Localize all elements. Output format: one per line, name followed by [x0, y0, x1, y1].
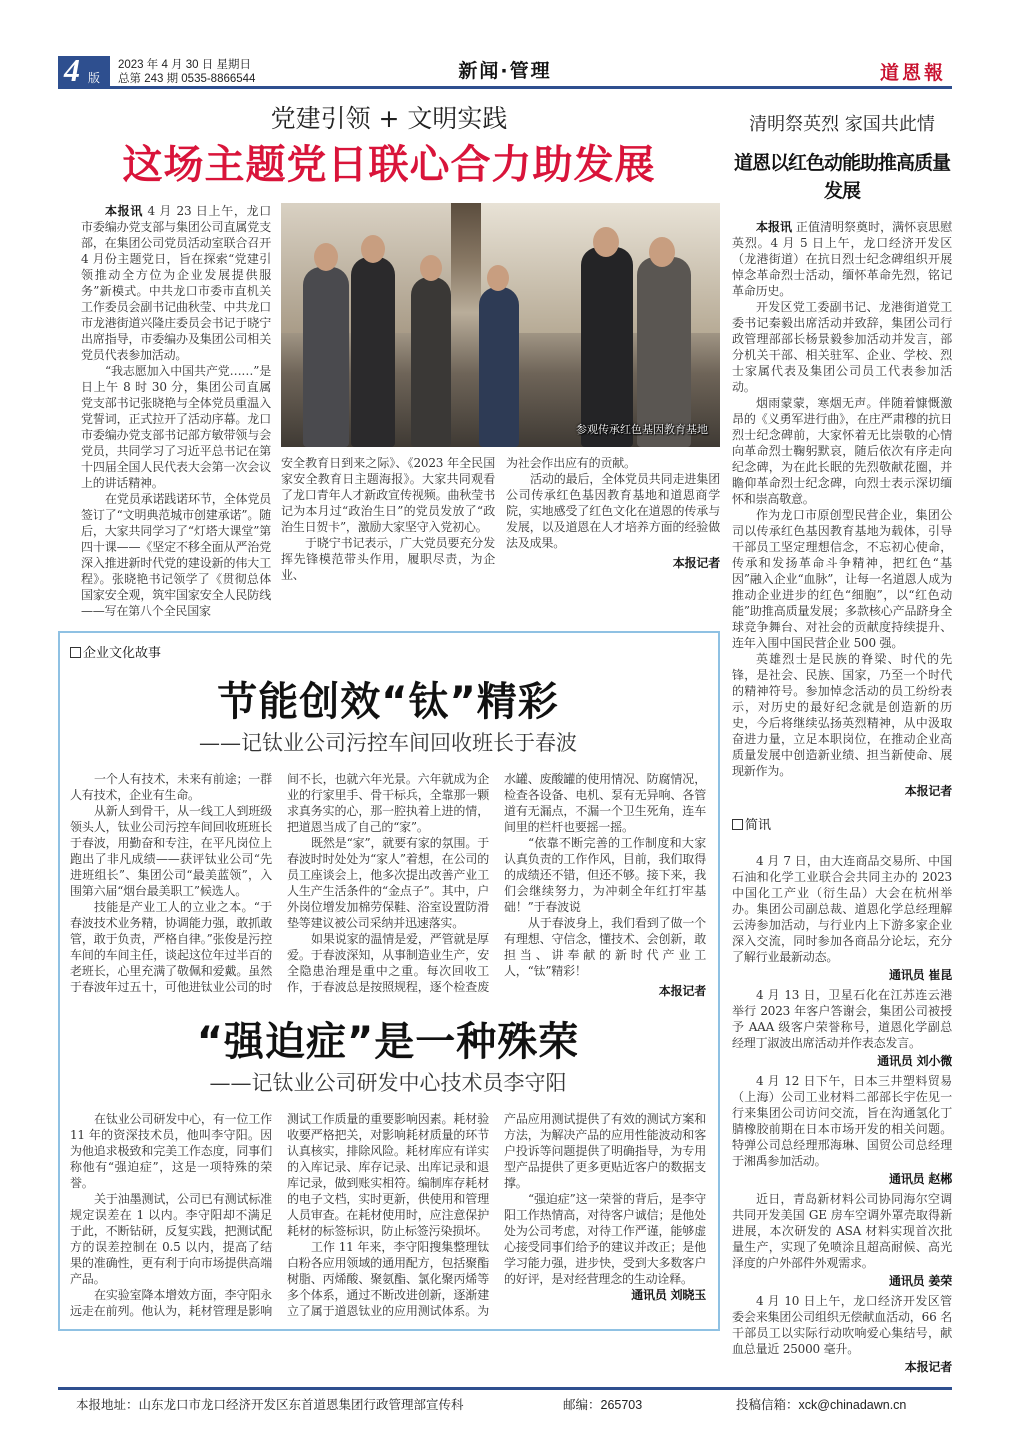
right-column — [732, 103, 952, 1375]
masthead-logo: 道恩報 — [879, 62, 946, 84]
lead-article-body — [58, 203, 720, 619]
paragraph: 英雄烈士是民族的脊梁、时代的先锋，是社会、民族、国家，乃至一个时代的精神符号。参加悼念活动的员工纷纷表示，对历史的最好纪念就是创造新的历史，今后将继续弘扬英烈精神，从中汲取奋进力量，立足本职岗位，在推动企业高质量发展中创造新业绩、担当新使命、展现新作为。 — [732, 652, 952, 778]
dateline: 本报讯 — [756, 220, 793, 234]
byline: 本报记者 — [904, 1360, 952, 1374]
right-article-text — [732, 219, 952, 779]
right-article-body — [732, 219, 952, 799]
section-title: 新闻·管理 — [458, 60, 552, 82]
paragraph: “依靠不断完善的工作制度和大家认真负责的工作作风，目前，我们取得的成绩还不错，但还不够。接下来，我们会继续努力，为冲刺全年红打牢基础！”于春波说 — [504, 836, 706, 914]
paragraph: 在钛业公司研发中心，有一位工作 11 年的资深技术员，他叫李守阳。因为他追求极致和完美工作态度，同事们称他有“强迫症”，这是一项特殊的荣誉。 — [70, 1112, 272, 1190]
main-content — [58, 103, 952, 1375]
byline: 通讯员 刘晓玉 — [631, 1288, 706, 1302]
issue-info — [118, 58, 255, 86]
briefs-tag-label: 简讯 — [745, 818, 772, 833]
story1-subtitle: ——记钛业公司污控车间回收班长于春波 — [199, 731, 577, 755]
lead-headline: 这场主题党日联心合力助发展 — [122, 142, 656, 188]
paragraph: 为社会作出应有的贡献。 — [506, 456, 636, 470]
lead-right-block — [281, 203, 720, 619]
footer-email: 投稿信箱：xck@chinadawn.cn — [736, 1398, 907, 1412]
paragraph: 4 月 7 日，由大连商品交易所、中国石油和化学工业联合会共同主办的 2023 中国化工产业（衍生品）大会在杭州举办。集团公司副总裁、道恩化学总经理解云涛参加活动，与行业内上下游多家企业深入交流，同时参加各商品分论坛，充分了解行业最新动态。 — [732, 854, 952, 964]
footer-postcode: 邮编：265703 — [563, 1398, 643, 1412]
story2-subtitle: ——记钛业公司研发中心技术员李守阳 — [209, 1071, 567, 1095]
brief-item — [732, 1293, 952, 1375]
page-footer — [58, 1387, 952, 1413]
paragraph: 近日，青岛新材料公司协同海尔空调共同开发美国 GE 房车空调外罩壳取得新进展，本次研发的 ASA 材料实现首次批量生产，实现了免喷涂且超高耐候、高光泽度的户外部件外观需求。 — [732, 1192, 952, 1270]
paragraph: 一个人有技术，未来有前途；一群人有技术，企业有生命。 — [70, 772, 272, 802]
edition-number: 4 — [64, 52, 80, 88]
byline: 本报记者 — [658, 984, 706, 998]
paragraph: 4 月 13 日，卫星石化在江苏连云港举行 2023 年客户答谢会，集团公司被授予 AAA 级客户荣誉称号，道恩化学副总经理丁淑波出席活动并作表态发言。 — [732, 988, 952, 1050]
lead-sub-columns — [281, 455, 720, 583]
square-bullet-icon — [732, 819, 743, 830]
brief-item — [732, 987, 952, 1069]
story2-columns — [70, 1111, 706, 1319]
byline: 通讯员 姜荣 — [889, 1274, 952, 1288]
section-tag — [70, 645, 706, 663]
photo-caption: 参观传承红色基因教育基地 — [576, 423, 708, 436]
briefs-tag — [732, 817, 952, 835]
byline: 通讯员 赵郴 — [889, 1172, 952, 1186]
paragraph: 作为龙口市原创型民营企业，集团公司以传承红色基因教育基地为载体，引导干部员工坚定理想信念，不忘初心使命，传承和发扬革命斗争精神，把红色“基因”融入企业“血脉”，让每一名道恩人成为推动企业进步的红色“细胞”，以“红色动能”助推高质量发展；多款核心产品跻身全球竞争舞台、对社会的贡献度持续提升、连年入围中国民营企业 500 强。 — [732, 508, 952, 650]
brief-item — [732, 1191, 952, 1289]
edition-label: 版 — [88, 71, 101, 85]
lead-kicker: 党建引领 + 文明实践 — [270, 104, 508, 133]
briefs-list — [732, 849, 952, 1375]
left-area — [58, 103, 720, 1375]
paragraph: 安全教育日到来之际》、《2023 年全民国家安全教育日主题海报》。大家共同观看了龙口青年人才新政宣传视频。曲秋莹书记为本月过“政治生日”的党员发放了“政治生日贺卡”，激励大家坚守入党初心。 — [281, 456, 495, 534]
story1-columns — [70, 771, 706, 999]
brief-item — [732, 853, 952, 983]
paragraph: 如果说家的温情是爱，严管就是厚爱。于春波深知，从事制造业生产，安全隐患治理是重中之重。每次回收工作，于春波总是按照规程，逐个检查废水罐、废酸罐的使用情况、防腐情况，检查各设备、电机、泵有无异响、各管道有无漏点，不漏一个卫生死角，连车间里的栏杆也要摇一摇。 — [287, 772, 706, 994]
event-photo — [281, 203, 720, 447]
paragraph: 在党员承诺践诺环节，全体党员签订了“文明典范城市创建承诺”。随后，大家共同学习了“灯塔大课堂”第四十课——《坚定不移全面从严治党 深入推进新时代党的建设新的伟大工程》。张晓艳书记领学了《贯彻总体国家安全观，筑牢国家安全人民防线——写在第八个全民国家 — [81, 492, 271, 618]
paragraph: 活动的最后，全体党员共同走进集团公司传承红色基因教育基地和道恩商学院，实地感受了红色文化在道恩的传承与发展，以及道恩在人才培养方面的经验做法及成果。 — [506, 472, 720, 550]
dateline: 本报讯 — [105, 204, 143, 218]
paragraph: 在实验室降本增效方面，李守阳永远走在前列。他认为，耗材管理是影响测试工作质量的重要影响因素。耗材验收要严格把关，对影响耗材质量的环节认真核实，排除风险。耗材库应有详实的入库记录、库存记录、出库记录和退库记录，做到账实相符。编制库存耗材的电子文档，实时更新，供使用和管理人员审查。在耗材使用时，应注意保护耗材的标签标识，防止标签污染损坏。 — [70, 1112, 489, 1318]
paragraph: “强迫症”这一荣誉的背后，是李守阳工作热情高，对待客户诚信；是他处处为公司考虑，对待工作严谨，能够虚心接受同事们给予的建议并改正；是他学习能力强，进步快，受到大多数客户的好评，是对经营理念的生动诠释。 — [504, 1192, 706, 1286]
paragraph: 4 月 12 日下午，日本三井塑料贸易（上海）公司工业材料二部部长宇佐见一行来集团公司访问交流，旨在沟通氢化丁腈橡胶前期在日本市场开发的相关问题。特弹公司总经理邢海琳、国贸公司总经理于湘禹参加活动。 — [732, 1074, 952, 1168]
paragraph: 烟雨蒙蒙，寒烟无声。伴随着慷慨激昂的《义勇军进行曲》，在庄严肃穆的抗日烈士纪念碑前，大家怀着无比崇敬的心情向革命烈士鞠躬默哀，随后依次有序走向纪念碑，为在此长眠的先烈敬献花圈，并瞻仰革命烈士纪念碑，向烈士表示深切缅怀和崇高敬意。 — [732, 396, 952, 506]
byline: 本报记者 — [904, 784, 952, 798]
lead-column-1 — [81, 203, 271, 619]
edition-badge — [58, 52, 110, 88]
right-headline: 道恩以红色动能助推高质量发展 — [733, 152, 950, 202]
paragraph: 于晓宁书记表示，广大党员要充分发挥先锋模范带头作用，履职尽责，为企业、 — [281, 536, 495, 582]
brief-item — [732, 1073, 952, 1187]
issue-date: 2023 年 4 月 30 日 星期日 — [118, 59, 251, 71]
culture-story-box — [58, 631, 720, 1331]
story1-text — [70, 771, 706, 999]
lead-column-3-text — [506, 455, 720, 551]
right-kicker: 清明祭英烈 家国共此情 — [749, 114, 935, 135]
paragraph: 技能是产业工人的立业之本。“于春波技术业务精，协调能力强，敢抓敢管，敢于负责，严格自律。”张俊是污控车间的车间主任，谈起这位年过半百的老班长，心里充满了敬佩和爱戴。虽然于春波年过五十，可他进钛业公司的时间不长，也就六年光景。六年就成为企业的行家里手、骨干标兵，全靠那一颗求真务实的心，那一腔执着上进的情，把道恩当成了自己的“家”。 — [70, 772, 489, 994]
paragraph: 既然是“家”，就要有家的氛围。于春波时时处处为“家人”着想，在公司的员工座谈会上，他多次提出改善产业工人生产生活条件的“金点子”。其中，户外岗位增发加棉劳保鞋、浴室设置防滑垫等建议被公司采纳并迅速落实。 — [287, 836, 489, 930]
paragraph: 本报讯 正值清明祭奠时，满怀哀思慰英烈。4 月 5 日上午，龙口经济开发区（龙港街道）在抗日烈士纪念碑组织开展悼念革命烈士活动，缅怀革命先烈，铭记革命历史。 — [732, 220, 952, 298]
paragraph: 从于春波身上，我们看到了做一个有理想、守信念，懂技术、会创新，敢担当、讲奉献的新时代产业工人，“钛”精彩！ — [504, 916, 706, 978]
paragraph: 开发区党工委副书记、龙港街道党工委书记秦毅出席活动并致辞，集团公司行政管理部部长杨景毅参加活动并发言，部分机关干部、相关驻军、企业、学校、烈士家属代表及集团公司员工代表参加活动。 — [732, 300, 952, 394]
byline: 本报记者 — [672, 556, 720, 570]
footer-address: 本报地址：山东龙口市龙口经济开发区东首道恩集团行政管理部宣传科 — [76, 1398, 464, 1412]
lead-column-3 — [506, 455, 720, 583]
paragraph: “我志愿加入中国共产党……”是日上午 8 时 30 分，集团公司直属党支部书记张晓艳与全体党员重温入党誓词，正式拉开了活动序幕。龙口市委编办党支部书记部方敏带领与会党员，共同学习了习近平总书记在第十四届全国人民代表大会第一次会议上的讲话精神。 — [81, 364, 271, 490]
story1-title: 节能创效“钛”精彩 — [217, 679, 559, 725]
page-header — [58, 52, 952, 89]
paragraph: 4 月 10 日上午，龙口经济开发区管委会来集团公司组织无偿献血活动，66 名干部员工以实际行动吹响爱心集结号，献血总量近 25000 毫升。 — [732, 1294, 952, 1356]
lead-column-2 — [281, 455, 495, 583]
byline: 通讯员 刘小微 — [877, 1054, 952, 1068]
paragraph: 本报讯 4 月 23 日上午，龙口市委编办党支部与集团公司直属党支部，在集团公司党员活动室联合召开 4 月份主题党日，旨在探索“党建引领推动全方位为企业发展提供服务”新模式。中共龙口市委市直机关工作委员会副书记曲秋莹、中共龙口市龙港街道兴隆庄委员会书记于晓宁出席指导，市委编办及集团公司相关党员代表参加活动。 — [81, 204, 271, 362]
story2-title: “强迫症”是一种殊荣 — [196, 1019, 580, 1065]
paragraph: 工作 11 年来，李守阳搜集整理钛白粉各应用领域的通用配方，包括聚酯树脂、丙烯酸、聚氨酯、氯化聚丙烯等多个体系，通过不断改进创新，逐渐建立了属于道恩钛业的应用测试体系。为产品应用测试提供了有效的测试方案和方法，为解决产品的应用性能波动和客户投诉等问题提供了明确指导，为专用型产品提供了更多更贴近客户的数据支撑。 — [287, 1112, 706, 1318]
paragraph: 从新人到骨干，从一线工人到班级领头人，钛业公司污控车间回收班班长于春波，用勤奋和专注，在平凡岗位上跑出了非凡成绩——获评钛业公司“先进班组长”、集团公司“最美蓝领”，入围第六届“烟台最美职工”候选人。 — [70, 804, 272, 898]
paragraph: 关于油墨测试，公司已有测试标准规定误差在 1 以内。李守阳却不满足于此，不断钻研，反复实践，把测试配方的误差控制在 0.5 以内，提高了结果的准确性，更有利于向市场提供高端产品。 — [70, 1192, 272, 1286]
square-bullet-icon — [70, 647, 81, 658]
byline: 通讯员 崔昆 — [889, 968, 952, 982]
section-tag-label: 企业文化故事 — [83, 646, 162, 661]
issue-number: 总第 243 期 0535-8866544 — [118, 73, 256, 85]
